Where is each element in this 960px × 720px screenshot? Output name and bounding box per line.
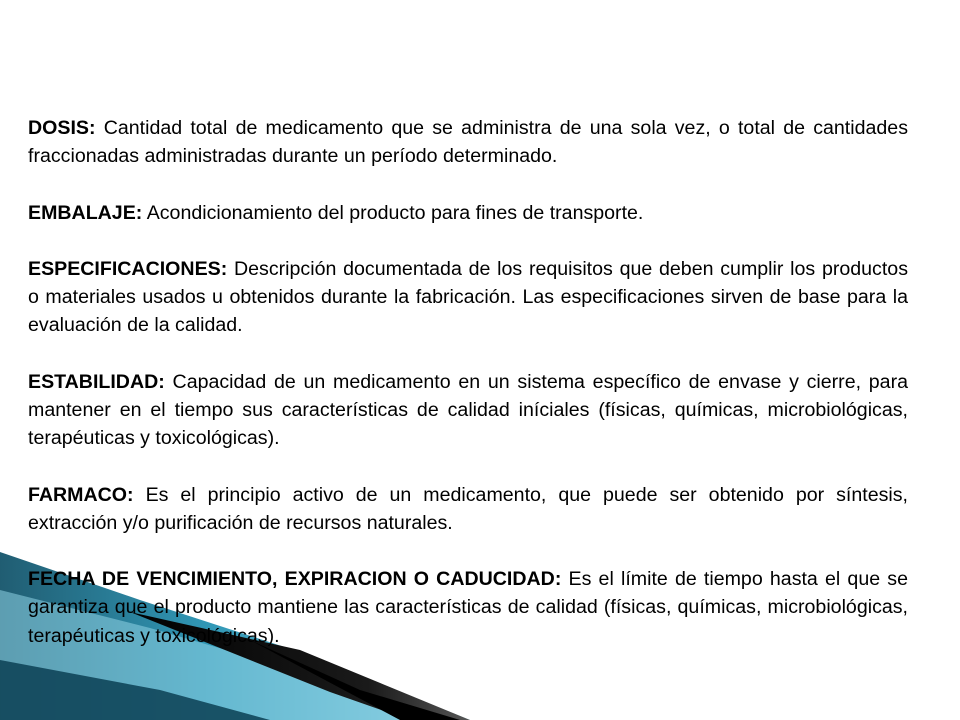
definition-text: Capacidad de un medicamento en un sistema específico de envase y cierre, para mantener en el tiempo sus características de calidad iníciales (físicas, químicas, microbiológicas, terapéuticas y toxicológicas). xyxy=(28,370,908,450)
term-label: ESTABILIDAD: xyxy=(28,370,165,393)
definition-farmaco xyxy=(28,481,908,537)
term-label: EMBALAJE: xyxy=(28,201,143,224)
definitions-text xyxy=(28,114,908,678)
definition-embalaje xyxy=(28,199,908,227)
definition-especificaciones xyxy=(28,255,908,340)
term-label: FARMACO: xyxy=(28,483,134,506)
definition-dosis xyxy=(28,114,908,170)
term-label: DOSIS: xyxy=(28,117,96,139)
term-label: FECHA DE VENCIMIENTO, EXPIRACION O CADUCIDAD: xyxy=(28,568,562,591)
definition-text: Descripción documentada de los requisitos que deben cumplir los productos o materiales usados u obtenidos durante la fabricación. Las especificaciones sirven de base para la evaluación de la calidad. xyxy=(28,257,908,337)
definition-text: Cantidad total de medicamento que se administra de una sola vez, o total de cantidades fraccionadas administradas durante un período determinado. xyxy=(28,117,908,168)
definition-text: Es el principio activo de un medicamento, que puede ser obtenido por síntesis, extracción y/o purificación de recursos naturales. xyxy=(28,483,908,534)
definition-estabilidad xyxy=(28,368,908,453)
term-label: ESPECIFICACIONES: xyxy=(28,257,228,280)
definition-fecha-vencimiento xyxy=(28,565,908,650)
definition-text: Es el límite de tiempo hasta el que se garantiza que el producto mantiene las características de calidad (físicas, químicas, microbiológicas, terapéuticas y toxicológicas). xyxy=(28,568,908,647)
definition-text: Acondicionamiento del producto para fines de transporte. xyxy=(146,201,644,224)
